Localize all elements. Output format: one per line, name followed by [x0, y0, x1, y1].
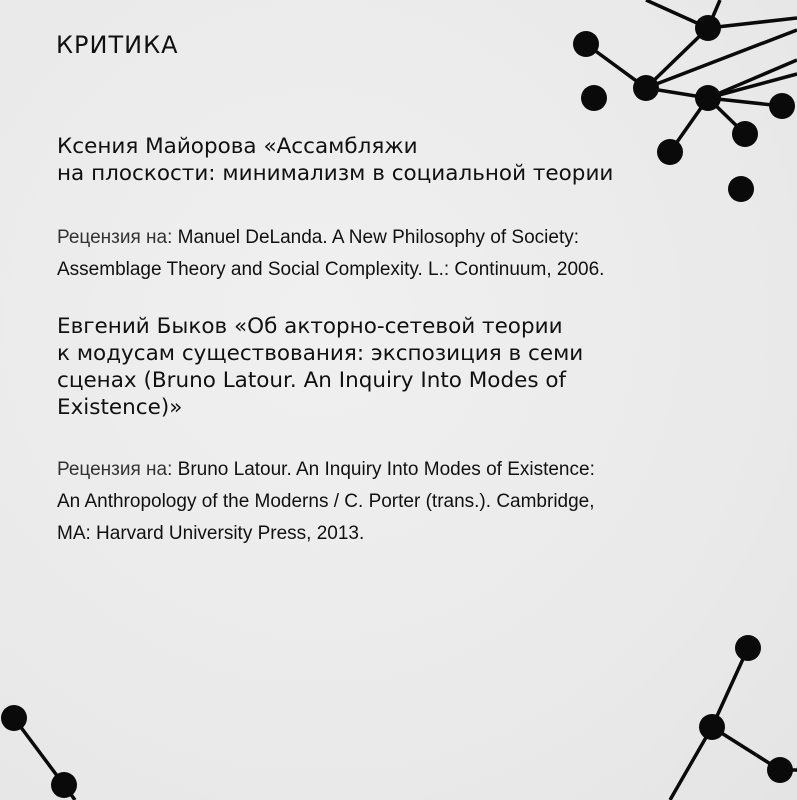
- network-edge: [64, 785, 75, 800]
- network-edge: [646, 88, 708, 98]
- entry-title: [57, 133, 737, 187]
- network-edge: [708, 98, 745, 134]
- network-edge: [708, 18, 797, 28]
- entry-title-line: Ксения Майорова «Ассамбляжи: [57, 134, 418, 159]
- review-label: Рецензия на:: [57, 227, 173, 248]
- entry-title-line: на плоскости: минимализм в социальной теории: [57, 161, 614, 186]
- network-edge: [670, 727, 712, 800]
- network-edge: [646, 28, 708, 88]
- network-node: [51, 772, 77, 798]
- review-line: Manuel DeLanda. A New Philosophy of Society:: [177, 227, 580, 248]
- entry-title-line: Евгений Быков «Об акторно-сетевой теории: [57, 314, 563, 339]
- entry-title-line: Existence)»: [57, 395, 183, 420]
- entry-title: [57, 313, 737, 421]
- entry-title-line: к модусам существования: экспозиция в семи: [57, 341, 584, 366]
- network-edge: [712, 727, 780, 770]
- content: [57, 133, 737, 550]
- review-line: MA: Harvard University Press, 2013.: [57, 523, 365, 544]
- network-edge: [708, 0, 720, 28]
- review-label: Рецензия на:: [57, 459, 173, 480]
- network-node: [695, 85, 721, 111]
- network-node: [735, 635, 761, 661]
- review-reference: [57, 454, 737, 550]
- review-line: Assemblage Theory and Social Complexity. L.: Continuum, 2006.: [57, 259, 605, 280]
- network-node: [581, 85, 607, 111]
- review-line: An Anthropology of the Moderns / C. Porter (trans.). Cambridge,: [57, 491, 595, 512]
- section-title: КРИТИКА: [56, 31, 179, 59]
- review-line: Bruno Latour. An Inquiry Into Modes of Existence:: [177, 459, 595, 480]
- network-node: [1, 705, 27, 731]
- network-node: [699, 714, 725, 740]
- entry-mayorova: [57, 133, 737, 286]
- network-edge: [708, 60, 797, 98]
- network-edge: [646, 0, 708, 28]
- network-node: [573, 31, 599, 57]
- network-node: [769, 93, 795, 119]
- entry-title-line: сценах (Bruno Latour. An Inquiry Into Modes of: [57, 368, 567, 393]
- entry-bykov: [57, 313, 737, 550]
- network-node: [633, 75, 659, 101]
- network-node: [767, 757, 793, 783]
- review-reference: [57, 222, 737, 286]
- network-node: [695, 15, 721, 41]
- network-edge: [14, 718, 64, 785]
- network-edge: [708, 98, 782, 106]
- network-edge: [586, 44, 646, 88]
- network-edge: [708, 74, 797, 98]
- network-edge: [712, 648, 748, 727]
- network-edge: [646, 30, 797, 88]
